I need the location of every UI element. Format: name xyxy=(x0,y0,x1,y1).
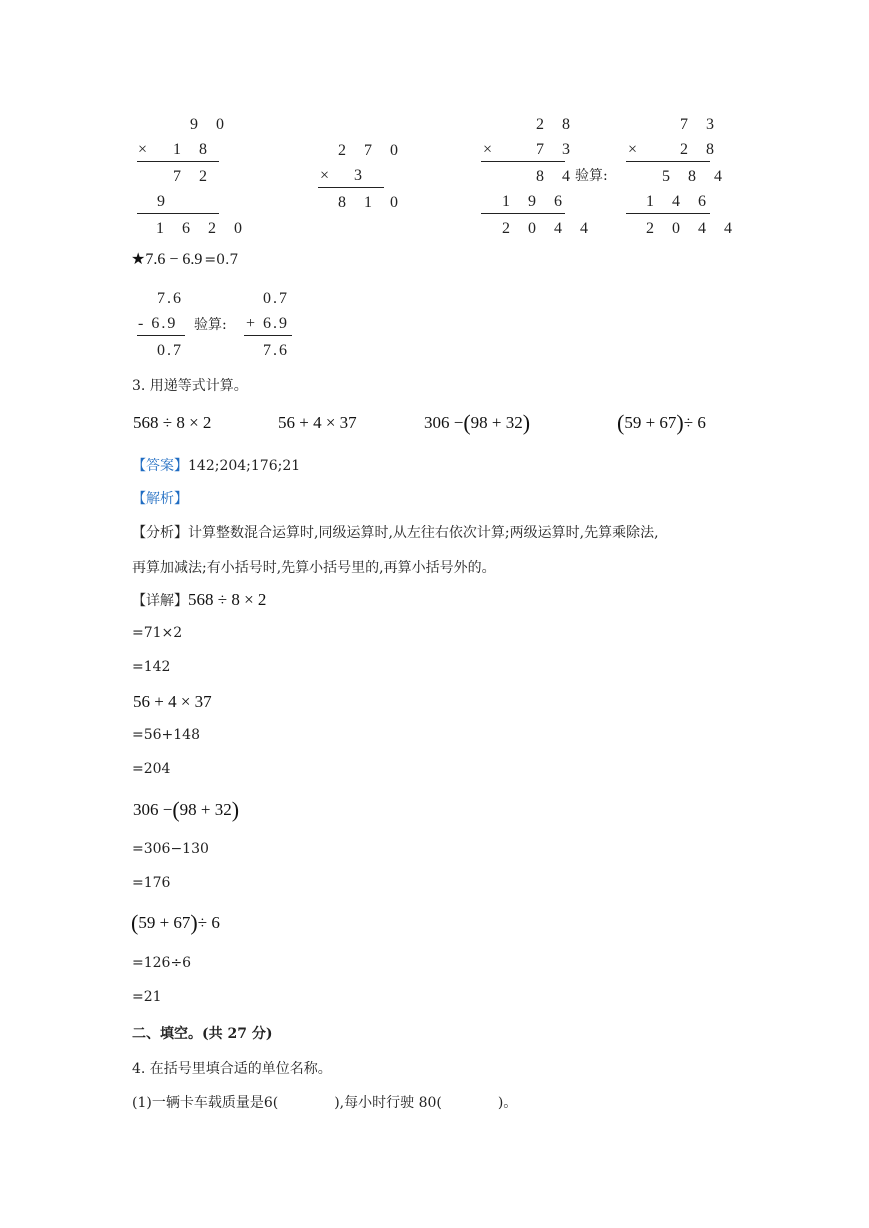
fenxi-text: 计算整数混合运算时,同级运算时,从左往右依次计算;两级运算时,先算乘除法, xyxy=(188,525,659,541)
q4-text: (1)一辆卡车载质量是6( xyxy=(132,1095,279,1111)
paren-close: ) xyxy=(676,410,684,435)
partial-product: 7 2 xyxy=(173,168,214,185)
expression-part: 98 + 32 xyxy=(179,800,232,819)
rule xyxy=(481,161,565,162)
expression-3-part: 98 + 32 xyxy=(470,413,523,432)
answer-label: 【答案】 xyxy=(132,458,188,474)
step: =56+148 xyxy=(132,727,200,743)
rule xyxy=(137,161,219,162)
minuend: 7.6 xyxy=(157,290,183,307)
answer-values: 142;204;176;21 xyxy=(188,458,301,474)
section-2-heading: 二、填空。(共 27 分) xyxy=(132,1026,273,1042)
rule xyxy=(318,187,384,188)
step: =71×2 xyxy=(132,625,183,641)
sum: 7.6 xyxy=(263,342,289,359)
multiply-sign: × xyxy=(320,167,330,184)
multiplicand: 7 3 xyxy=(680,116,721,133)
step: =306−130 xyxy=(132,841,209,857)
step: =176 xyxy=(132,875,171,891)
fenxi-label: 【分析】 xyxy=(132,525,188,541)
partial-product: 1 4 6 xyxy=(646,193,713,210)
rule xyxy=(137,213,219,214)
expression-3 xyxy=(424,410,530,436)
product: 2 0 4 4 xyxy=(646,220,739,237)
multiplier: 2 8 xyxy=(680,141,721,158)
expression-4-part: ÷ 6 xyxy=(683,413,706,432)
difference: 0.7 xyxy=(157,342,183,359)
paren-open: ( xyxy=(617,410,625,435)
multiplicand: 9 0 xyxy=(190,116,231,133)
subtrahend: - 6.9 xyxy=(138,315,178,332)
paren-close: ) xyxy=(231,797,240,822)
expression-1: 568 ÷ 8 × 2 xyxy=(133,413,212,432)
analysis-label: 【解析】 xyxy=(132,491,188,507)
expression-3-part: 306 − xyxy=(424,413,464,432)
multiply-sign: × xyxy=(483,141,493,158)
question-4-title: 4. 在括号里填合适的单位名称。 xyxy=(132,1061,332,1077)
question-4-sub-1 xyxy=(132,1092,517,1112)
multiplicand: 2 7 0 xyxy=(338,142,405,159)
star-expression: 7.6 − 6.9 xyxy=(145,251,203,268)
paren-close: ) xyxy=(190,910,198,935)
answer-line xyxy=(132,455,300,475)
addend: 0.7 xyxy=(263,290,289,307)
rule xyxy=(626,213,710,214)
detail-expression-3 xyxy=(133,797,239,823)
partial-product: 1 9 6 xyxy=(502,193,569,210)
q4-text: )。 xyxy=(497,1095,518,1111)
detail-label: 【详解】 xyxy=(132,593,188,609)
expression-4 xyxy=(617,410,706,436)
step: =21 xyxy=(132,989,162,1005)
multiply-sign: × xyxy=(628,141,638,158)
check-label: 验算: xyxy=(575,168,608,184)
expression-part: 306 − xyxy=(133,800,173,819)
paren-close: ) xyxy=(522,410,531,435)
equals-sign: = xyxy=(204,252,217,268)
multiplier: 7 3 xyxy=(536,141,577,158)
multiply-sign: × xyxy=(138,141,148,158)
multiplier: 3 xyxy=(354,167,362,184)
analysis-line-2: 再算加减法;有小括号时,先算小括号里的,再算小括号外的。 xyxy=(132,560,496,576)
product: 2 0 4 4 xyxy=(502,220,595,237)
question-3-title: 3. 用递等式计算。 xyxy=(132,378,248,394)
paren-open: ( xyxy=(463,410,471,435)
expression-2: 56 + 4 × 37 xyxy=(278,413,357,432)
expression-4-part: 59 + 67 xyxy=(624,413,677,432)
step: =204 xyxy=(132,761,171,777)
step: =142 xyxy=(132,659,171,675)
check-label: 验算: xyxy=(194,317,227,333)
detail-line xyxy=(132,590,266,610)
addend: + 6.9 xyxy=(246,315,290,332)
expression-part: ÷ 6 xyxy=(197,913,220,932)
multiplier: 1 8 xyxy=(173,141,214,158)
rule xyxy=(481,213,565,214)
partial-product: 9 xyxy=(157,193,165,210)
q4-text: ),每小时行驶 80( xyxy=(334,1095,442,1111)
partial-product: 5 8 4 xyxy=(662,168,729,185)
paren-open: ( xyxy=(131,910,139,935)
star-icon: ★ xyxy=(131,251,146,268)
step: =126÷6 xyxy=(132,955,192,971)
detail-expression-1: 568 ÷ 8 × 2 xyxy=(188,590,267,609)
paren-open: ( xyxy=(172,797,180,822)
star-problem xyxy=(131,249,238,269)
analysis-line-1 xyxy=(132,522,659,542)
star-answer: 0.7 xyxy=(216,252,239,268)
detail-expression-2: 56 + 4 × 37 xyxy=(133,692,212,711)
expression-part: 59 + 67 xyxy=(138,913,191,932)
product: 1 6 2 0 xyxy=(156,220,249,237)
detail-expression-4 xyxy=(131,910,220,936)
rule xyxy=(244,335,292,336)
rule xyxy=(137,335,185,336)
product: 8 1 0 xyxy=(338,194,405,211)
rule xyxy=(626,161,710,162)
multiplicand: 2 8 xyxy=(536,116,577,133)
partial-product: 8 4 xyxy=(536,168,577,185)
